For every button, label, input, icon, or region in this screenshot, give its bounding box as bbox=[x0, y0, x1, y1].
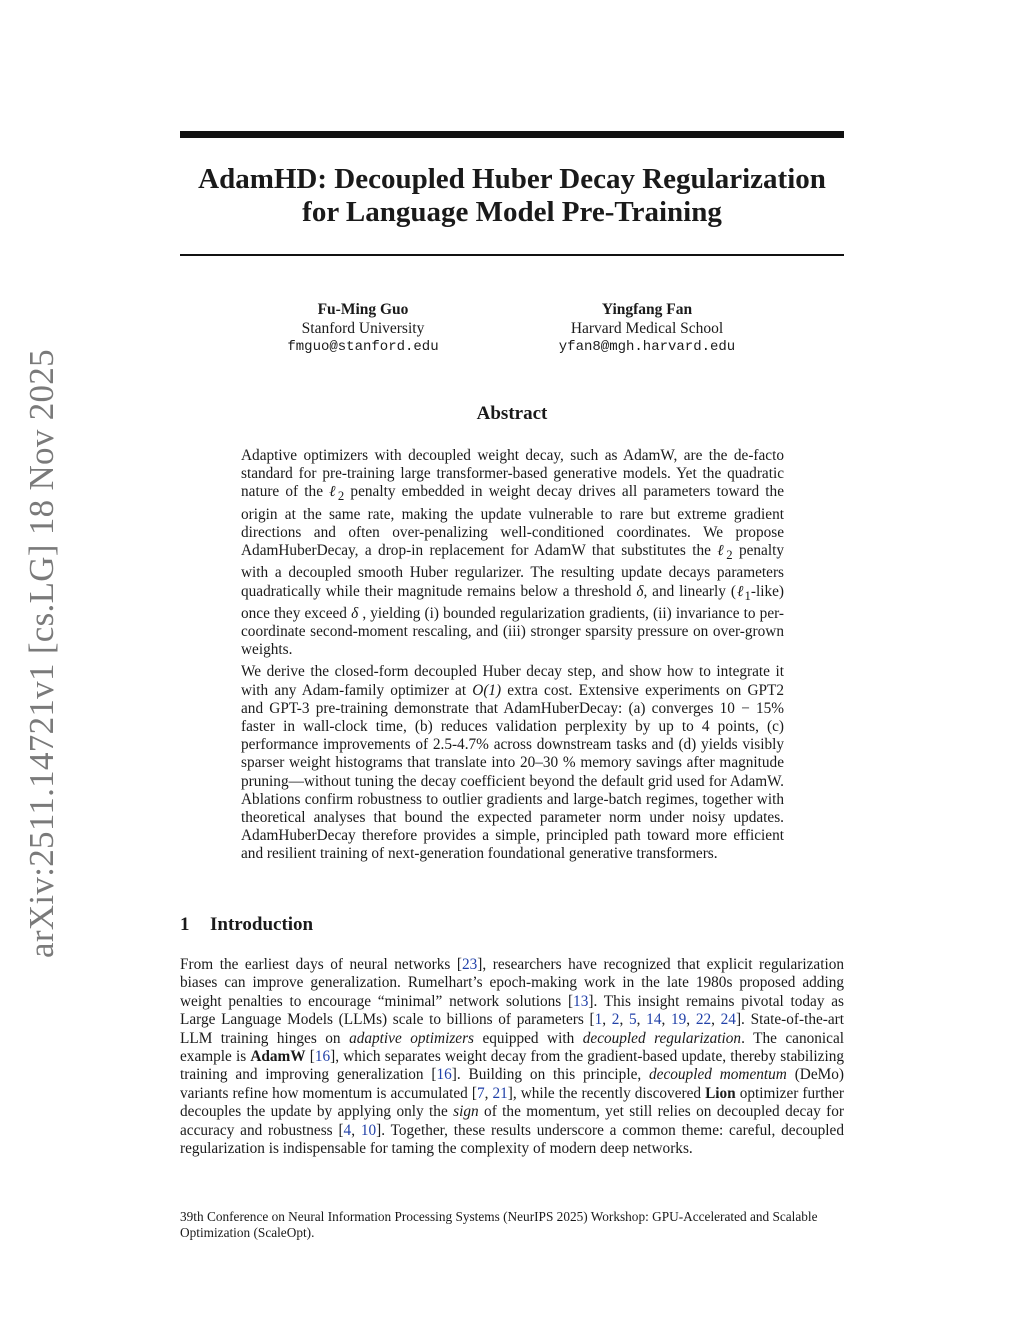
abstract-paragraph: Adaptive optimizers with decoupled weight decay, such as AdamW, are the de-facto standard for pre-training large transformer-based generative models. Yet the quadratic nature of the ℓ$_2$ penalty embedded in weight decay drives all parameters toward the origin at the same rate, making the update vulnerable to rare but extreme gradient directions and often over-penalizing well-conditioned coordinates. We propose AdamHuberDecay, a drop-in replacement for AdamW that substitutes the ℓ$_2$ penalty with a decoupled smooth Huber regularizer. The resulting update decays parameters quadratically while their magnitude remains below a threshold δ, and linearly (ℓ$_1$-like) once they exceed δ , yielding (i) bounded regularization gradients, (ii) invariance to per-coordinate second-moment rescaling, and (iii) stronger sparsity pressure on over-grown weights. bbox=[241, 447, 784, 659]
introduction-paragraph: From the earliest days of neural networks [23], researchers have recognized that explicit regularization biases can improve generalization. Rumelhart’s epoch-making work in the late 1980s proposed adding weight penalties to encourage “minimal” network solutions [13]. This insight remains pivotal today as Large Language Models (LLMs) scale to billions of parameters [1, 2, 5, 14, 19, 22, 24]. State-of-the-art LLM training hinges on adaptive optimizers equipped with decoupled regularization. The canonical example is AdamW [16], which separates weight decay from the gradient-based update, thereby stabilizing training and improving generalization [16]. Building on this principle, decoupled momentum (DeMo) variants refine how momentum is accumulated [7, 21], while the recently discovered Lion optimizer further decouples the update by applying only the sign of the momentum, yet still relies on decoupled decay for accuracy and robustness [4, 10]. Together, these results underscore a common theme: careful, decoupled regularization is indispensable for taming the complexity of modern deep networks. bbox=[180, 956, 845, 1158]
citation-link[interactable]: 24 bbox=[720, 1011, 736, 1029]
citation-link[interactable]: 21 bbox=[492, 1084, 508, 1102]
author-email: yfan8@mgh.harvard.edu bbox=[558, 339, 736, 355]
author-email: fmguo@stanford.edu bbox=[287, 339, 439, 355]
citation-link[interactable]: 23 bbox=[462, 956, 478, 973]
author-block bbox=[243, 300, 483, 357]
citation-link[interactable]: 7 bbox=[476, 1084, 485, 1102]
citation-link[interactable]: 13 bbox=[573, 992, 589, 1010]
arxiv-identifier: arXiv:2511.14721v1 [cs.LG] 18 Nov 2025 bbox=[22, 349, 61, 958]
author-name: Yingfang Fan bbox=[601, 301, 693, 318]
abstract-body bbox=[241, 447, 784, 868]
citation-link[interactable]: 10 bbox=[360, 1121, 377, 1139]
author-affiliation: Stanford University bbox=[301, 320, 425, 337]
citation-link[interactable]: 4 bbox=[343, 1121, 352, 1139]
paper-title: AdamHD: Decoupled Huber Decay Regularization for Language Model Pre-Training bbox=[198, 163, 826, 228]
citation-link[interactable]: 16 bbox=[436, 1066, 452, 1084]
citation-link[interactable]: 5 bbox=[628, 1011, 637, 1029]
citation-link[interactable]: 1 bbox=[594, 1011, 603, 1029]
section-title: Introduction bbox=[210, 914, 314, 935]
abstract-paragraph: We derive the closed-form decoupled Huber decay step, and show how to integrate it with any Adam-family optimizer at O(1) extra cost. Extensive experiments on GPT2 and GPT-3 pre-training demonstrate that AdamHuberDecay: (a) converges 10 − 15% faster in wall-clock time, (b) reduces validation perplexity by up to 4 points, (c) performance improvements of 2.5-4.7% across downstream tasks and (d) yields visibly sparser weight histograms that translate into 20–30 % memory savings after magnitude pruning—without tuning the decay coefficient beyond the default grid used for AdamW. Ablations confirm robustness to outlier gradients and large-batch regimes, together with theoretical analyses that bound the expected parameter norm under noisy updates. AdamHuberDecay therefore provides a simple, principled path toward more efficient and resilient training of next-generation foundational generative transformers. bbox=[241, 663, 785, 863]
citation-link[interactable]: 22 bbox=[695, 1011, 712, 1029]
author-block bbox=[527, 300, 767, 357]
citation-link[interactable]: 14 bbox=[646, 1011, 662, 1029]
section-heading bbox=[180, 914, 313, 936]
author-affiliation: Harvard Medical School bbox=[570, 320, 724, 337]
citation-link[interactable]: 19 bbox=[671, 1011, 687, 1029]
citation-link[interactable]: 2 bbox=[611, 1011, 620, 1029]
author-name: Fu-Ming Guo bbox=[317, 301, 409, 318]
abstract-heading: Abstract bbox=[476, 403, 548, 424]
conference-footnote: 39th Conference on Neural Information Processing Systems (NeurIPS 2025) Workshop: GPU-Accelerated and Scalable Optimization (ScaleOpt). bbox=[180, 1209, 818, 1240]
section-number: 1 bbox=[180, 914, 190, 935]
citation-link[interactable]: 16 bbox=[314, 1048, 331, 1066]
title-bottom-rule bbox=[180, 254, 844, 256]
title-top-rule bbox=[180, 131, 844, 138]
